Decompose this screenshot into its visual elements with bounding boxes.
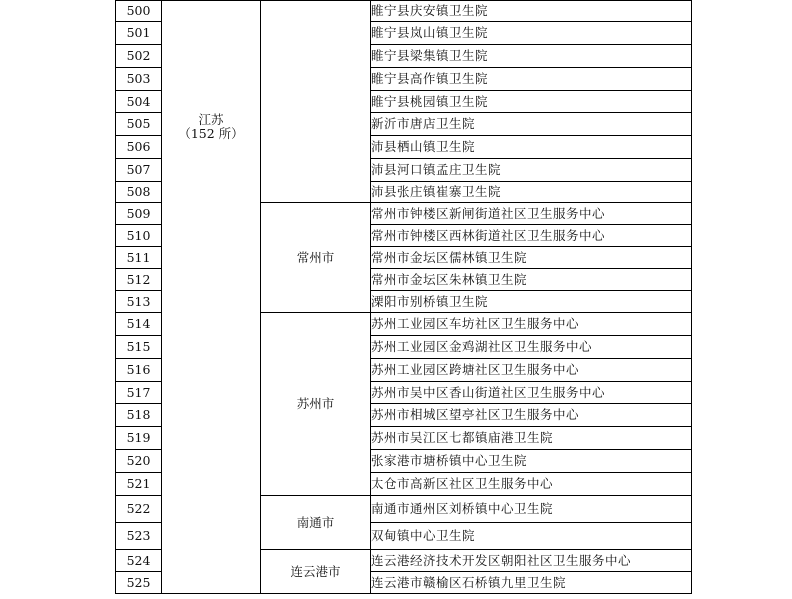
province-cell: [162, 1, 261, 594]
row-number: 525: [116, 572, 162, 594]
hospital-name: 睢宁县桃园镇卫生院: [371, 91, 692, 113]
row-number: 510: [116, 225, 162, 247]
row-number: 515: [116, 336, 162, 359]
row-number: 511: [116, 247, 162, 269]
row-number: 502: [116, 45, 162, 68]
hospital-name: 沛县张庄镇崔寨卫生院: [371, 182, 692, 203]
row-number: 507: [116, 159, 162, 182]
city-cell: 南通市: [261, 496, 371, 550]
hospital-name: 睢宁县岚山镇卫生院: [371, 22, 692, 45]
hospital-name: 苏州市吴江区七都镇庙港卫生院: [371, 427, 692, 450]
hospital-name: 张家港市塘桥镇中心卫生院: [371, 450, 692, 473]
city-cell: 常州市: [261, 203, 371, 313]
hospital-name: 苏州工业园区车坊社区卫生服务中心: [371, 313, 692, 336]
row-number: 514: [116, 313, 162, 336]
row-number: 524: [116, 550, 162, 572]
hospital-name: 苏州工业园区金鸡湖社区卫生服务中心: [371, 336, 692, 359]
province-count: （152 所）: [178, 126, 244, 141]
city-cell: 连云港市: [261, 550, 371, 594]
row-number: 500: [116, 1, 162, 22]
hospital-name: 苏州工业园区跨塘社区卫生服务中心: [371, 359, 692, 382]
row-number: 516: [116, 359, 162, 382]
hospital-name: 连云港市赣榆区石桥镇九里卫生院: [371, 572, 692, 594]
hospital-name: 常州市金坛区朱林镇卫生院: [371, 269, 692, 291]
city-cell: [261, 1, 371, 203]
hospital-table-body: [116, 1, 692, 594]
hospital-name: 沛县栖山镇卫生院: [371, 136, 692, 159]
hospital-name: 苏州市吴中区香山街道社区卫生服务中心: [371, 382, 692, 404]
row-number: 505: [116, 113, 162, 136]
row-number: 501: [116, 22, 162, 45]
hospital-name: 沛县河口镇孟庄卫生院: [371, 159, 692, 182]
row-number: 517: [116, 382, 162, 404]
hospital-name: 睢宁县梁集镇卫生院: [371, 45, 692, 68]
hospital-name: 新沂市唐店卫生院: [371, 113, 692, 136]
row-number: 512: [116, 269, 162, 291]
row-number: 519: [116, 427, 162, 450]
hospital-name: 苏州市相城区望亭社区卫生服务中心: [371, 404, 692, 427]
hospital-name: 常州市钟楼区西林街道社区卫生服务中心: [371, 225, 692, 247]
province-name: 江苏: [198, 112, 224, 127]
hospital-name: 太仓市高新区社区卫生服务中心: [371, 473, 692, 496]
row-number: 508: [116, 182, 162, 203]
row-number: 522: [116, 496, 162, 523]
row-number: 523: [116, 523, 162, 550]
row-number: 509: [116, 203, 162, 225]
row-number: 506: [116, 136, 162, 159]
hospital-name: 常州市金坛区儒林镇卫生院: [371, 247, 692, 269]
row-number: 521: [116, 473, 162, 496]
city-cell: 苏州市: [261, 313, 371, 496]
hospital-name: 溧阳市别桥镇卫生院: [371, 291, 692, 313]
hospital-name: 睢宁县庆安镇卫生院: [371, 1, 692, 22]
row-number: 513: [116, 291, 162, 313]
hospital-name: 连云港经济技术开发区朝阳社区卫生服务中心: [371, 550, 692, 572]
row-number: 503: [116, 68, 162, 91]
hospital-name: 睢宁县高作镇卫生院: [371, 68, 692, 91]
hospital-table: [115, 0, 692, 594]
hospital-name: 双甸镇中心卫生院: [371, 523, 692, 550]
row-number: 504: [116, 91, 162, 113]
hospital-name: 南通市通州区刘桥镇中心卫生院: [371, 496, 692, 523]
table-row: [116, 1, 692, 22]
row-number: 520: [116, 450, 162, 473]
hospital-name: 常州市钟楼区新闸街道社区卫生服务中心: [371, 203, 692, 225]
row-number: 518: [116, 404, 162, 427]
